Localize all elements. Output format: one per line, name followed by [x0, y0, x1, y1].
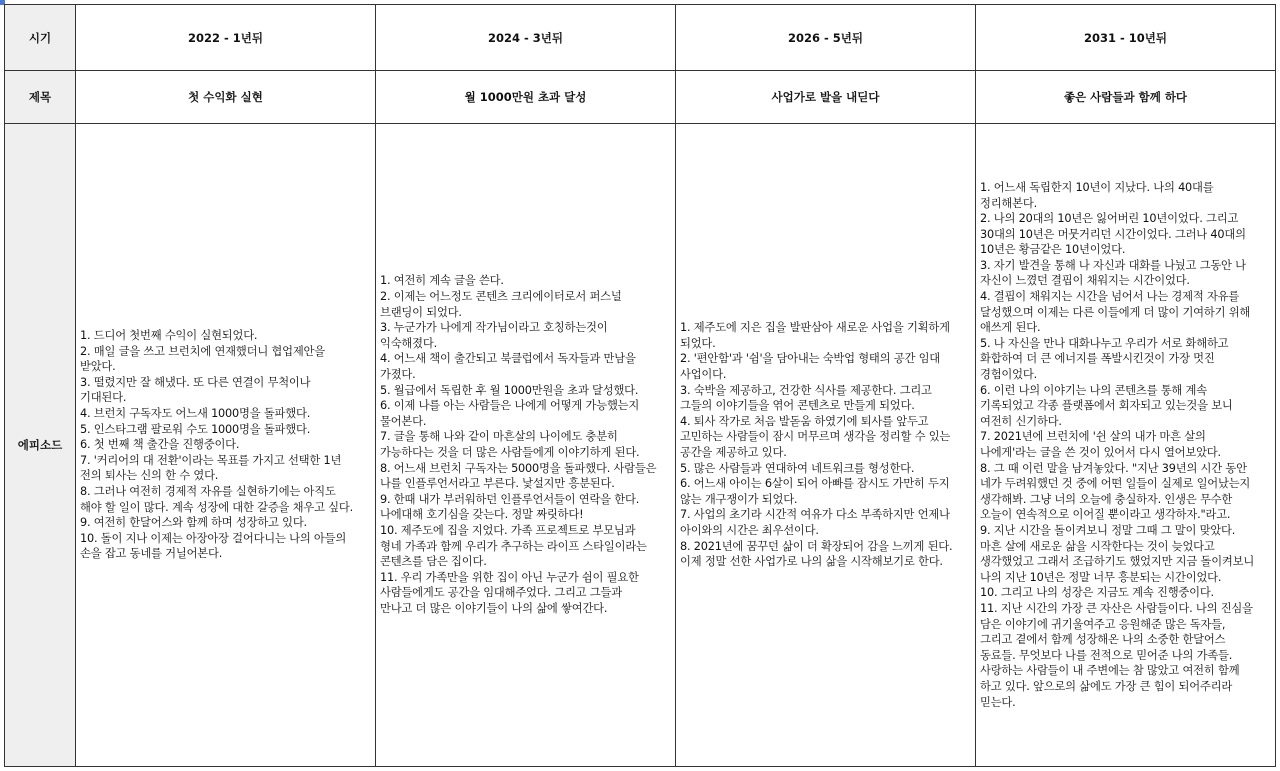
episode-line: 그들의 이야기들을 엮어 콘텐츠로 만들게 되었다.	[680, 399, 915, 413]
episode-line: 나의 지난 10년은 정말 너무 흥분되는 시간이었다.	[980, 570, 1222, 584]
episode-line: 동료들. 무엇보다 나를 전적으로 믿어준 나의 가족들.	[980, 648, 1233, 662]
episode-line: 콘텐츠를 담은 집이다.	[380, 555, 487, 569]
title-row	[5, 71, 1276, 124]
episode-line: 자신이 느꼈던 결핍이 채워지는 시간이었다.	[980, 274, 1190, 288]
episode-line: 4. 퇴사 작가로 처음 발돋움 하였기에 퇴사를 앞두고	[680, 414, 929, 428]
episode-row	[5, 124, 1276, 767]
episode-line: 11. 지난 시간의 가장 큰 자산은 사람들이다. 나의 진심을	[980, 601, 1253, 615]
episode-line: 2. 나의 20대의 10년은 잃어버린 10년이었다. 그리고	[980, 212, 1239, 226]
episode-line: 오늘이 연속적으로 이어질 뿐이라고 생각하자."라고.	[980, 508, 1231, 522]
episode-line: 7. '커리어의 대 전환'이라는 목표를 가지고 선택한 1년	[80, 453, 342, 467]
episode-line: 여전히 신기하다.	[980, 414, 1062, 428]
episode-line: 7. 2021년에 브런치에 '쉰 살의 내가 마흔 살의	[980, 430, 1206, 444]
episode-line: 생각했었고 그래서 조급하기도 했었지만 지금 돌이켜보니	[980, 555, 1255, 569]
episode-text	[976, 180, 1275, 710]
episode-line: 전의 퇴사는 신의 한 수 였다.	[80, 469, 219, 483]
episode-line: 가능하다는 것을 더 많은 사람들에게 이야기하게 된다.	[380, 446, 640, 459]
episode-line: 화합하여 더 큰 에너지를 폭발시킨것이 가장 멋진	[980, 352, 1215, 366]
title-label: 제목	[5, 71, 76, 124]
episode-cell	[76, 124, 376, 767]
episode-line: 5. 월급에서 독립한 후 월 1000만원을 초과 달성했다.	[380, 383, 639, 397]
episode-label: 에피소드	[5, 124, 76, 767]
title-cell: 좋은 사람들과 함께 하다	[976, 71, 1276, 124]
episode-line: 3. 자기 발견을 통해 나 자신과 대화를 나눴고 그동안 나	[980, 258, 1246, 272]
episode-line: 고민하는 사람들이 잠시 머무르며 생각을 정리할 수 있는	[680, 430, 951, 444]
episode-line: 4. 브런치 구독자도 어느새 1000명을 돌파했다.	[80, 407, 311, 421]
episode-line: 9. 한때 내가 부러워하던 인플루언서들이 연락을 한다.	[380, 492, 640, 506]
period-label: 시기	[5, 5, 76, 71]
episode-line: 마흔 살에 새로운 삶을 시작한다는 것이 늦었다고	[980, 539, 1215, 553]
episode-line: 3. 떨렸지만 잘 해냈다. 또 다른 연결이 무척이나	[80, 375, 311, 389]
episode-line: 9. 지난 시간을 돌이켜보니 정말 그때 그 말이 맞았다.	[980, 523, 1236, 537]
episode-line: 7. 사업의 초기라 시간적 여유가 다소 부족하지만 언제나	[680, 508, 950, 522]
episode-text	[376, 273, 675, 616]
episode-line: 아이와의 시간은 최우선이다.	[680, 523, 819, 537]
episode-line: 5. 인스타그램 팔로워 수도 1000명을 돌파했다.	[80, 422, 311, 436]
episode-line: 1. 제주도에 지은 집을 발판삼아 새로운 사업을 기획하게	[680, 321, 950, 335]
episode-line: 8. 2021년에 꿈꾸던 삶이 더 확장되어 감을 느끼게 된다.	[680, 539, 953, 553]
episode-line: 담은 이야기에 귀기울여주고 응원해준 많은 독자들,	[980, 617, 1226, 631]
period-row	[5, 5, 1276, 71]
episode-line: 사업이다.	[680, 368, 727, 382]
episode-line: 사람들에게도 공간을 임대해주었다. 그리고 그들과	[380, 586, 622, 600]
episode-line: 2. '편안함'과 '쉼'을 담아내는 숙박업 형태의 공간 임대	[680, 352, 940, 366]
episode-line: 3. 숙박을 제공하고, 건강한 식사를 제공한다. 그리고	[680, 383, 932, 397]
title-cell: 월 1000만원 초과 달성	[376, 71, 676, 124]
title-cell: 사업가로 발을 내딛다	[676, 71, 976, 124]
episode-line: 나에대해 호기심을 갖는다. 정말 짜릿하다!	[380, 508, 584, 522]
episode-line: 10. 돌이 지나 이제는 아장아장 걸어다니는 나의 아들의	[80, 531, 347, 545]
episode-line: 1. 드디어 첫번째 수익이 실현되었다.	[80, 329, 258, 343]
episode-line: 믿는다.	[980, 695, 1016, 709]
episode-line: 5. 많은 사람들과 연대하여 네트워크를 형성한다.	[680, 461, 915, 475]
episode-line: 사랑하는 사람들이 내 주변에는 참 많았고 여전히 함께	[980, 664, 1240, 678]
episode-line: 경험이었다.	[980, 368, 1037, 382]
episode-line: 6. 첫 번째 책 출간을 진행중이다.	[80, 438, 240, 452]
episode-line: 8. 그 때 이런 말을 남겨놓았다. "지난 39년의 시간 동안	[980, 461, 1247, 475]
episode-line: 만나고 더 많은 이야기들이 나의 삶에 쌓여간다.	[380, 601, 608, 615]
period-cell: 2022 - 1년뒤	[76, 5, 376, 71]
episode-line: 3. 누군가가 나에게 작가님이라고 호칭하는것이	[380, 321, 608, 335]
episode-line: 기록되었고 각종 플랫폼에서 회자되고 있는것을 보니	[980, 399, 1233, 413]
episode-line: 4. 어느새 책이 출간되고 북클럽에서 독자들과 만남을	[380, 352, 636, 366]
episode-line: 네가 두려워했던 것 중에 어떤 일들이 실제로 일어났는지	[980, 477, 1251, 491]
episode-line: 6. 이런 나의 이야기는 나의 콘텐츠를 통해 계속	[980, 383, 1207, 397]
episode-line: 5. 나 자신을 만나 대화나누고 우리가 서로 화해하고	[980, 336, 1229, 350]
episode-line: 정리해본다.	[980, 196, 1037, 210]
episode-text	[676, 320, 975, 570]
period-cell: 2031 - 10년뒤	[976, 5, 1276, 71]
episode-line: 10. 제주도에 집을 지었다. 가족 프로젝트로 부모님과	[380, 523, 636, 537]
episode-line: 이제 정말 선한 사업가로 나의 삶을 시작해보기로 한다.	[680, 555, 943, 569]
episode-line: 손을 잡고 동네를 거닐어본다.	[80, 547, 223, 561]
episode-line: 공간을 제공하고 있다.	[680, 446, 787, 459]
episode-line: 7. 글을 통해 나와 같이 마흔살의 나이에도 충분히	[380, 430, 618, 444]
episode-line: 2. 매일 글을 쓰고 브런치에 연재했더니 협업제안을	[80, 344, 325, 358]
episode-line: 가졌다.	[380, 368, 416, 382]
episode-line: 11. 우리 가족만을 위한 집이 아닌 누군가 쉼이 필요한	[380, 570, 639, 584]
episode-line: 생각해봐. 그냥 너의 오늘에 충실하자. 인생은 무수한	[980, 492, 1233, 506]
episode-line: 익숙해졌다.	[380, 336, 437, 350]
episode-cell	[976, 124, 1276, 767]
episode-line: 10. 그리고 나의 성장은 지금도 계속 진행중이다.	[980, 586, 1214, 600]
episode-line: 8. 어느새 브런치 구독자는 5000명을 돌파했다. 사람들은	[380, 461, 657, 475]
episode-line: 10년은 황금같은 10년이었다.	[980, 243, 1126, 257]
episode-line: 나에게'라는 글을 쓴 것이 있어서 다시 열어보았다.	[980, 446, 1221, 459]
episode-line: 1. 어느새 독립한지 10년이 지났다. 나의 40대를	[980, 180, 1214, 194]
episode-line: 30대의 10년은 머뭇거리던 시간이었다. 그러나 40대의	[980, 227, 1246, 241]
episode-line: 받았다.	[80, 360, 116, 374]
episode-line: 물어본다.	[380, 414, 427, 428]
episode-line: 나를 인플루언서라고 부른다. 낯설지만 흥분된다.	[380, 477, 615, 491]
episode-line: 해야 할 일이 많다. 계속 성장에 대한 갈증을 채우고 싶다.	[80, 500, 353, 514]
episode-cell	[676, 124, 976, 767]
episode-line: 않는 개구쟁이가 되었다.	[680, 492, 798, 506]
episode-line: 되었다.	[680, 336, 716, 350]
episode-line: 6. 이제 나를 아는 사람들은 나에게 어떻게 가능했는지	[380, 399, 640, 413]
episode-line: 6. 어느새 아이는 6살이 되어 아빠를 잠시도 가만히 두지	[680, 477, 950, 491]
episode-line: 기대된다.	[80, 391, 127, 405]
episode-line: 브랜딩이 되었다.	[380, 305, 462, 319]
period-cell: 2026 - 5년뒤	[676, 5, 976, 71]
episode-cell	[376, 124, 676, 767]
title-cell: 첫 수익화 실현	[76, 71, 376, 124]
episode-line: 달성했으며 이제는 다른 이들에게 더 많이 기여하기 위해	[980, 305, 1251, 319]
episode-line: 그리고 곁에서 함께 성장해온 나의 소중한 한달어스	[980, 633, 1226, 647]
episode-line: 애쓰게 된다.	[980, 321, 1041, 335]
episode-line: 4. 결핍이 채워지는 시간을 넘어서 나는 경제적 자유를	[980, 290, 1240, 304]
episode-line: 형네 가족과 함께 우리가 추구하는 라이프 스타일이라는	[380, 539, 647, 553]
life-plan-table	[4, 4, 1276, 767]
episode-line: 하고 있다. 앞으로의 삶에도 가장 큰 힘이 되어주리라	[980, 679, 1233, 693]
episode-line: 2. 이제는 어느정도 콘텐츠 크리에이터로서 퍼스널	[380, 290, 622, 304]
episode-line: 9. 여전히 한달어스와 함께 하며 성장하고 있다.	[80, 516, 307, 530]
episode-text	[76, 328, 375, 562]
episode-line: 1. 여전히 계속 글을 쓴다.	[380, 274, 504, 288]
episode-line: 8. 그러나 여전히 경제적 자유를 실현하기에는 아직도	[80, 484, 336, 498]
period-cell: 2024 - 3년뒤	[376, 5, 676, 71]
